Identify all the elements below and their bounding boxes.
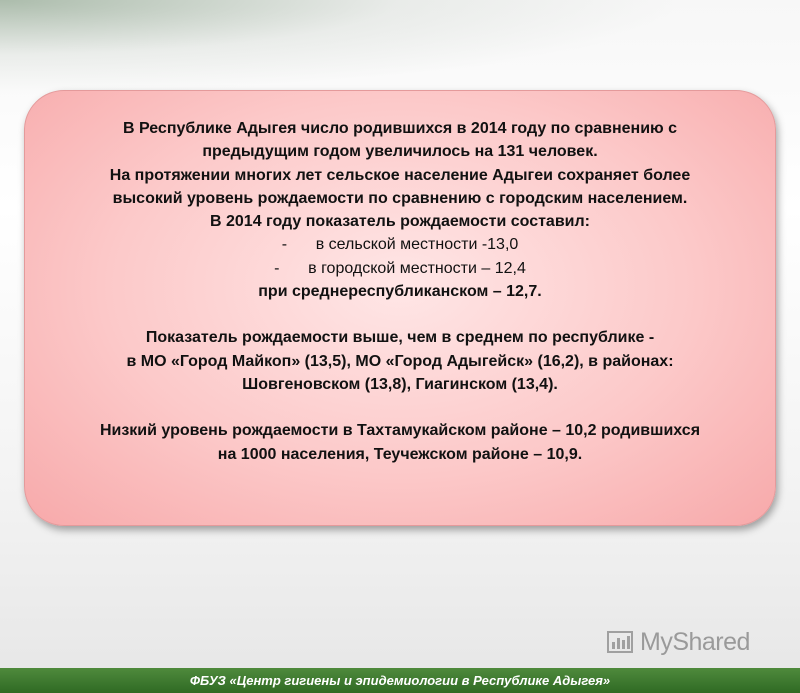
footer-bar — [0, 668, 800, 693]
bullet-dash: - — [281, 236, 288, 254]
footer-text: ФБУЗ «Центр гигиены и эпидемиологии в Республике Адыгея» — [189, 673, 611, 688]
watermark-text: MyShared — [640, 627, 750, 656]
text-line: На протяжении многих лет сельское население Адыгеи сохраняет более — [109, 166, 691, 184]
text-line: Низкий уровень рождаемости в Тахтамукайском районе – 10,2 родившихся — [99, 422, 701, 440]
text-line: при среднереспубликанском – 12,7. — [258, 283, 542, 301]
text-line: В Республике Адыгея число родившихся в 2014 году по сравнению с — [122, 120, 678, 137]
text-line: предыдущим годом увеличилось на 131 человек. — [202, 143, 598, 161]
bullet-text: в сельской местности -13,0 — [315, 236, 519, 254]
info-card — [24, 90, 776, 526]
text-line: в МО «Город Майкоп» (13,5), МО «Город Адыгейск» (16,2), в районах: — [126, 352, 674, 370]
bullet-item — [65, 233, 735, 256]
watermark — [606, 622, 750, 662]
text-line: высокий уровень рождаемости по сравнению с городским населением. — [112, 189, 688, 207]
bullet-text: в городской местности – 12,4 — [308, 259, 526, 277]
text-line: Шовгеновском (13,8), Гиагинском (13,4). — [242, 375, 558, 393]
text-line: на 1000 населения, Теучежском районе – 10,9. — [217, 445, 583, 463]
bullet-dash: - — [274, 259, 280, 277]
spacer — [65, 303, 735, 326]
text-line: Показатель рождаемости выше, чем в среднем по республике - — [145, 329, 655, 347]
spacer — [65, 396, 735, 419]
text-line: В 2014 году показатель рождаемости составил: — [210, 213, 590, 231]
myshared-logo-icon — [606, 628, 634, 656]
bullet-item — [65, 257, 735, 280]
